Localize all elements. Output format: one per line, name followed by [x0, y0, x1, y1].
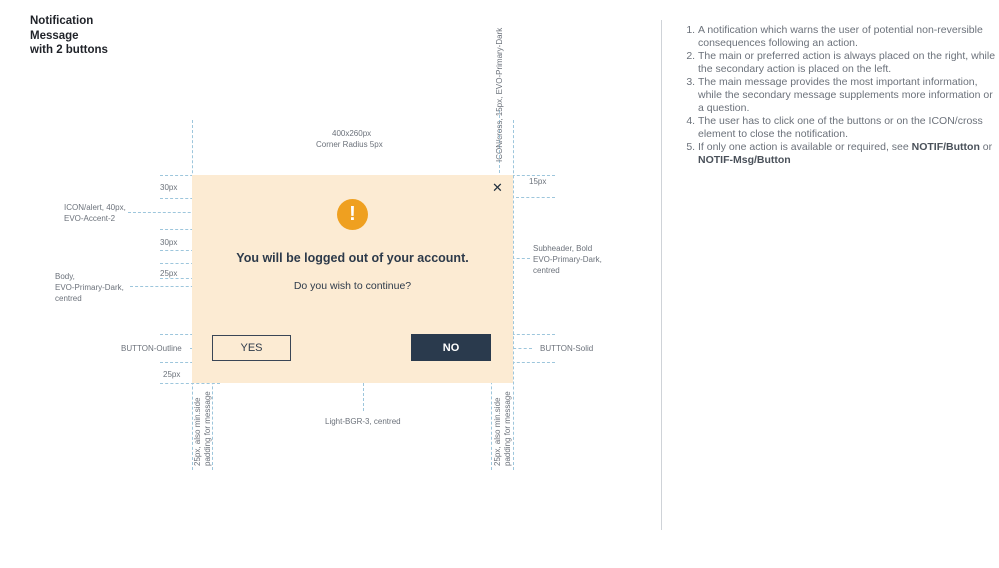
- notification-body: Do you wish to continue?: [293, 280, 412, 292]
- spacing-15-top: 15px: [529, 177, 547, 186]
- radius-annotation: Corner Radius 5px: [316, 140, 383, 149]
- yes-button[interactable]: YES: [212, 335, 291, 361]
- close-icon[interactable]: ✕: [492, 180, 503, 195]
- page-title: Notification Message with 2 buttons: [30, 15, 108, 56]
- divider: [661, 20, 662, 530]
- icon-alert-annotation: ICON/alert, 40px, EVO-Accent-2: [64, 203, 126, 223]
- list-item: 3. The main message provides the most important information, while the secondary message supplements more information or a question.: [698, 76, 998, 115]
- list-item: 1. A notification which warns the user of potential non-reversible consequences following an action.: [698, 24, 998, 50]
- no-button[interactable]: NO: [411, 334, 491, 361]
- size-annotation: 400x260px: [332, 129, 372, 138]
- spacing-30-top: 30px: [160, 183, 178, 192]
- list-item: 4. The user has to click one of the buttons or on the ICON/cross element to close the notification.: [698, 115, 998, 141]
- spacing-25-bottom: 25px: [163, 370, 181, 379]
- icon-cross-annotation: ICON/cross, 15px, EVO-Primary-Dark: [495, 27, 504, 162]
- button-outline-annotation: BUTTON-Outline: [121, 344, 182, 353]
- body-annotation: Body, EVO-Primary-Dark, centred: [55, 272, 124, 303]
- right-padding-annotation: 25px, also min.side padding for message: [493, 391, 512, 466]
- notif-button-link: NOTIF/Button: [911, 141, 980, 153]
- subheader-annotation: Subheader, Bold EVO-Primary-Dark, centred: [533, 244, 602, 275]
- left-padding-annotation: 25px, also min.side padding for message: [193, 391, 212, 466]
- notification-subheader: You will be logged out of your account.: [236, 251, 469, 265]
- spacing-30-mid: 30px: [160, 238, 178, 247]
- list-item: 5. If only one action is available or required, see NOTIF/Button or NOTIF-Msg/Button: [698, 141, 998, 167]
- spacing-25-body: 25px: [160, 269, 178, 278]
- alert-icon: !: [337, 199, 368, 230]
- notes-list: [684, 24, 998, 167]
- button-solid-annotation: BUTTON-Solid: [540, 344, 594, 353]
- list-item: 2. The main or preferred action is always placed on the right, while the secondary action is placed on the left.: [698, 50, 998, 76]
- background-annotation: Light-BGR-3, centred: [325, 417, 401, 426]
- notif-msg-button-link: NOTIF-Msg/Button: [698, 154, 791, 166]
